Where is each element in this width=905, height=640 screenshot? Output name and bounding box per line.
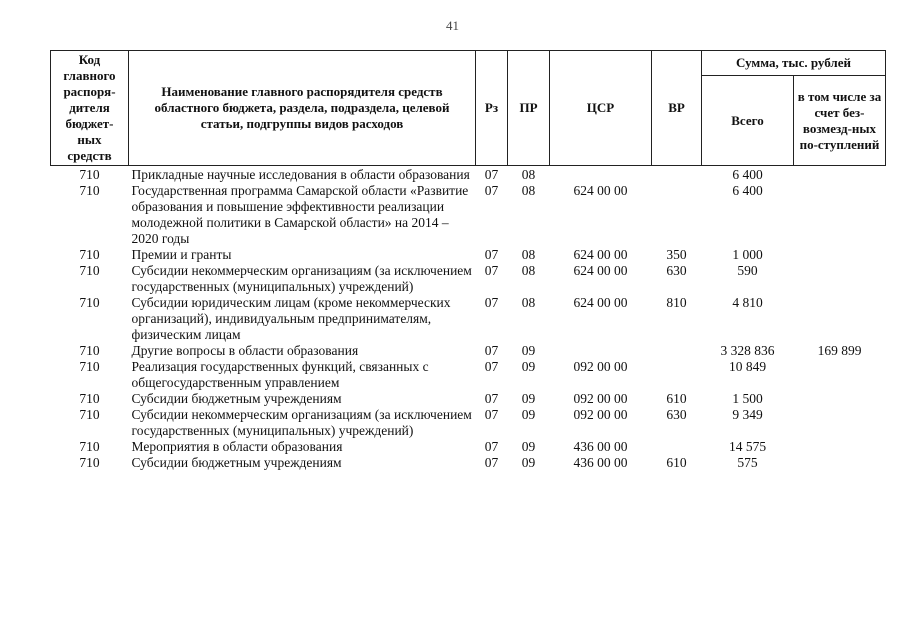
cell-vr: 610	[666, 391, 687, 406]
cell-code: 710	[79, 439, 100, 454]
cell-total: 4 810	[732, 295, 763, 310]
budget-table	[50, 50, 886, 471]
cell-rz: 07	[484, 183, 499, 198]
cell-rz: 07	[484, 391, 499, 406]
cell-vr	[652, 439, 702, 455]
cell-csr	[550, 166, 652, 184]
cell-total: 6 400	[732, 183, 763, 198]
table-row	[51, 295, 886, 343]
header-pr: ПР	[508, 51, 550, 166]
cell-pr: 09	[521, 455, 536, 470]
cell-total: 6 400	[732, 167, 763, 182]
cell-free	[794, 295, 886, 343]
cell-name: Государственная программа Самарской области «Развитие образования и повышение эффективности реализации молодежной политики в Самарской области» на 2014 – 2020 годы	[131, 183, 469, 246]
cell-pr: 08	[521, 295, 536, 310]
cell-vr	[652, 359, 702, 391]
header-rz: Рз	[476, 51, 508, 166]
cell-csr: 092 00 00	[573, 391, 628, 406]
cell-code: 710	[79, 167, 100, 182]
cell-rz: 07	[484, 343, 499, 358]
cell-rz: 07	[484, 167, 499, 182]
cell-name: Реализация государственных функций, связанных с общегосударственным управлением	[131, 359, 429, 390]
cell-name: Субсидии некоммерческим организациям (за исключением государственных (муниципальных) учреждений)	[131, 407, 472, 438]
cell-free	[794, 183, 886, 247]
cell-pr: 09	[521, 391, 536, 406]
cell-code: 710	[79, 407, 100, 422]
cell-pr: 08	[521, 263, 536, 278]
cell-csr: 436 00 00	[573, 439, 628, 454]
cell-vr: 350	[666, 247, 687, 262]
cell-pr: 08	[521, 183, 536, 198]
table-row	[51, 391, 886, 407]
cell-rz: 07	[484, 263, 499, 278]
cell-code: 710	[79, 263, 100, 278]
cell-pr: 09	[521, 359, 536, 374]
cell-name: Другие вопросы в области образования	[131, 343, 359, 358]
cell-free	[794, 263, 886, 295]
cell-csr: 624 00 00	[573, 263, 628, 278]
cell-csr: 092 00 00	[573, 359, 628, 374]
cell-free	[794, 391, 886, 407]
header-total: Всего	[702, 76, 794, 166]
cell-vr: 630	[666, 407, 687, 422]
cell-csr: 092 00 00	[573, 407, 628, 422]
cell-code: 710	[79, 295, 100, 310]
cell-rz: 07	[484, 247, 499, 262]
cell-free	[794, 439, 886, 455]
cell-total: 1 500	[732, 391, 763, 406]
cell-name: Субсидии юридическим лицам (кроме некоммерческих организаций), индивидуальным предпринимателям, физическим лицам	[131, 295, 451, 342]
cell-free	[794, 359, 886, 391]
cell-code: 710	[79, 391, 100, 406]
table-row	[51, 183, 886, 247]
table-row	[51, 247, 886, 263]
cell-free	[794, 166, 886, 184]
cell-pr: 09	[521, 439, 536, 454]
cell-csr: 624 00 00	[573, 295, 628, 310]
cell-name: Премии и гранты	[131, 247, 232, 262]
cell-vr: 810	[666, 295, 687, 310]
table-row	[51, 359, 886, 391]
cell-pr: 08	[521, 167, 536, 182]
cell-code: 710	[79, 455, 100, 470]
cell-total: 9 349	[732, 407, 763, 422]
cell-vr	[652, 183, 702, 247]
cell-pr: 09	[521, 343, 536, 358]
cell-rz: 07	[484, 455, 499, 470]
cell-name: Субсидии некоммерческим организациям (за исключением государственных (муниципальных) учреждений)	[131, 263, 472, 294]
cell-rz: 07	[484, 439, 499, 454]
cell-vr	[652, 343, 702, 359]
table-row	[51, 407, 886, 439]
header-sum: Сумма, тыс. рублей	[702, 51, 886, 76]
cell-total: 1 000	[732, 247, 763, 262]
cell-csr: 624 00 00	[573, 247, 628, 262]
cell-name: Субсидии бюджетным учреждениям	[131, 391, 342, 406]
header-csr: ЦСР	[550, 51, 652, 166]
table-row	[51, 439, 886, 455]
cell-code: 710	[79, 343, 100, 358]
cell-csr	[550, 343, 652, 359]
header-vr: ВР	[652, 51, 702, 166]
cell-vr: 630	[666, 263, 687, 278]
cell-total: 14 575	[728, 439, 767, 454]
cell-code: 710	[79, 247, 100, 262]
cell-free: 169 899	[817, 343, 862, 358]
cell-total: 575	[737, 455, 758, 470]
cell-vr	[652, 166, 702, 184]
table-row	[51, 166, 886, 184]
cell-code: 710	[79, 183, 100, 198]
table-row	[51, 455, 886, 471]
page-number: 41	[446, 18, 459, 33]
header-free: в том числе за счет без-возмезд-ных по-ступлений	[794, 76, 886, 166]
cell-total: 3 328 836	[720, 343, 775, 358]
table-body	[51, 166, 886, 472]
cell-total: 590	[737, 263, 758, 278]
cell-name: Субсидии бюджетным учреждениям	[131, 455, 342, 470]
cell-pr: 08	[521, 247, 536, 262]
cell-code: 710	[79, 359, 100, 374]
cell-name: Прикладные научные исследования в области образования	[131, 167, 470, 182]
cell-free	[794, 455, 886, 471]
cell-free	[794, 247, 886, 263]
cell-rz: 07	[484, 407, 499, 422]
cell-name: Мероприятия в области образования	[131, 439, 343, 454]
cell-vr: 610	[666, 455, 687, 470]
table-header	[51, 51, 886, 166]
header-name: Наименование главного распорядителя средств областного бюджета, раздела, подраздела, целевой статьи, подгруппы видов расходов	[129, 51, 476, 166]
cell-csr: 624 00 00	[573, 183, 628, 198]
cell-csr: 436 00 00	[573, 455, 628, 470]
cell-free	[794, 407, 886, 439]
header-code: Код главного распоря-дителя бюджет-ных средств	[51, 51, 129, 166]
cell-rz: 07	[484, 295, 499, 310]
cell-pr: 09	[521, 407, 536, 422]
table-row	[51, 263, 886, 295]
cell-total: 10 849	[728, 359, 767, 374]
cell-rz: 07	[484, 359, 499, 374]
table-row	[51, 343, 886, 359]
